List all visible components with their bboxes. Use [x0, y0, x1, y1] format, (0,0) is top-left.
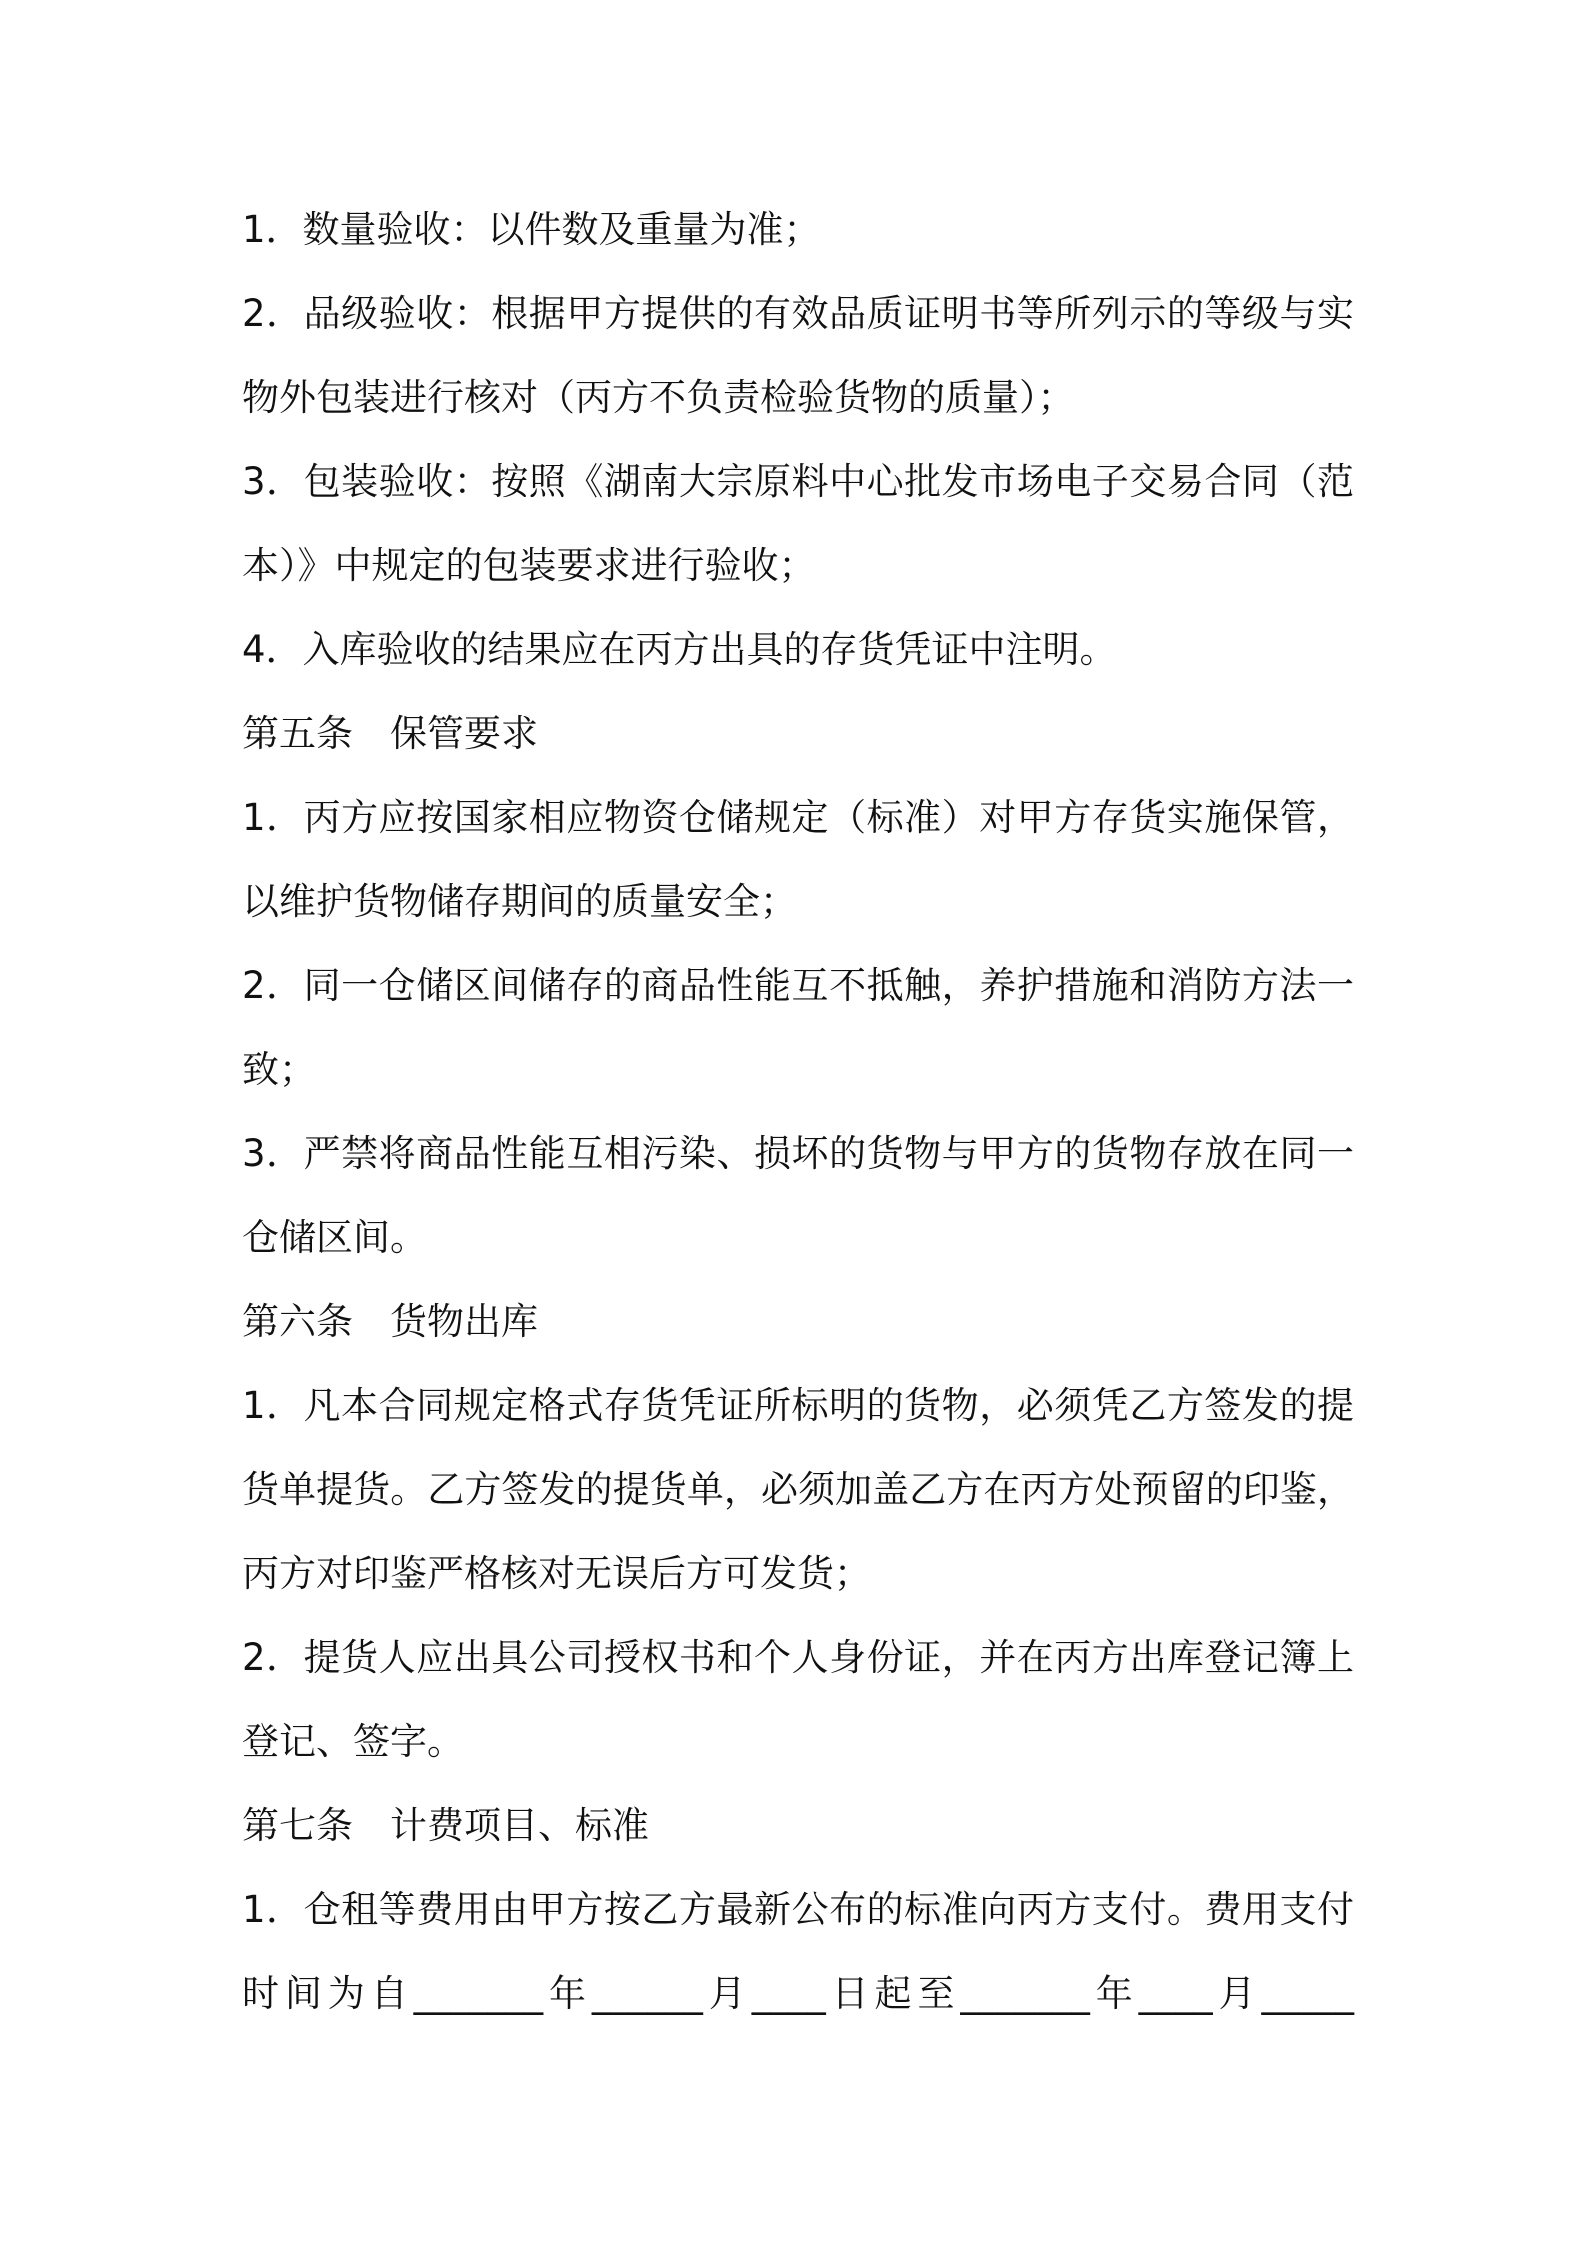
section-heading-article-5: 第五条 保管要求: [242, 712, 538, 755]
storage-item-3: 3．严禁将商品性能互相污染、损坏的货物与甲方的货物存放在同一: [242, 1132, 1354, 1175]
storage-item-3-cont: 仓储区间。: [242, 1216, 427, 1259]
section-heading-article-7: 第七条 计费项目、标准: [242, 1804, 649, 1847]
acceptance-item-packaging-cont: 本）》中规定的包装要求进行验收；: [242, 544, 816, 587]
outbound-item-2-cont: 登记、签字。: [242, 1720, 464, 1763]
fee-item-1-date-blanks: 时间为自_______年______月____日起至_______年____月_____: [242, 1972, 1354, 2015]
outbound-item-2: 2．提货人应出具公司授权书和个人身份证，并在丙方出库登记簿上: [242, 1636, 1354, 1679]
fee-item-1: 1．仓租等费用由甲方按乙方最新公布的标准向丙方支付。费用支付: [242, 1888, 1354, 1931]
outbound-item-1-cont: 货单提货。乙方签发的提货单，必须加盖乙方在丙方处预留的印鉴，: [242, 1468, 1354, 1511]
acceptance-item-grade-cont: 物外包装进行核对（丙方不负责检验货物的质量）；: [242, 376, 1075, 419]
storage-item-1-cont: 以维护货物储存期间的质量安全；: [242, 880, 797, 923]
outbound-item-1: 1．凡本合同规定格式存货凭证所标明的货物，必须凭乙方签发的提: [242, 1384, 1354, 1427]
acceptance-item-result: 4．入库验收的结果应在丙方出具的存货凭证中注明。: [242, 628, 1117, 671]
acceptance-item-quantity: 1．数量验收：以件数及重量为准；: [242, 208, 821, 251]
storage-item-2: 2．同一仓储区间储存的商品性能互不抵触，养护措施和消防方法一: [242, 964, 1354, 1007]
acceptance-item-grade: 2．品级验收：根据甲方提供的有效品质证明书等所列示的等级与实: [242, 292, 1354, 335]
section-heading-article-6: 第六条 货物出库: [242, 1300, 538, 1343]
storage-item-2-cont: 致；: [242, 1048, 316, 1091]
document-body: [242, 188, 1354, 2036]
storage-item-1: 1．丙方应按国家相应物资仓储规定（标准）对甲方存货实施保管，: [242, 796, 1354, 839]
acceptance-item-packaging: 3．包装验收：按照《湖南大宗原料中心批发市场电子交易合同（范: [242, 460, 1354, 503]
outbound-item-1-cont-2: 丙方对印鉴严格核对无误后方可发货；: [242, 1552, 871, 1595]
